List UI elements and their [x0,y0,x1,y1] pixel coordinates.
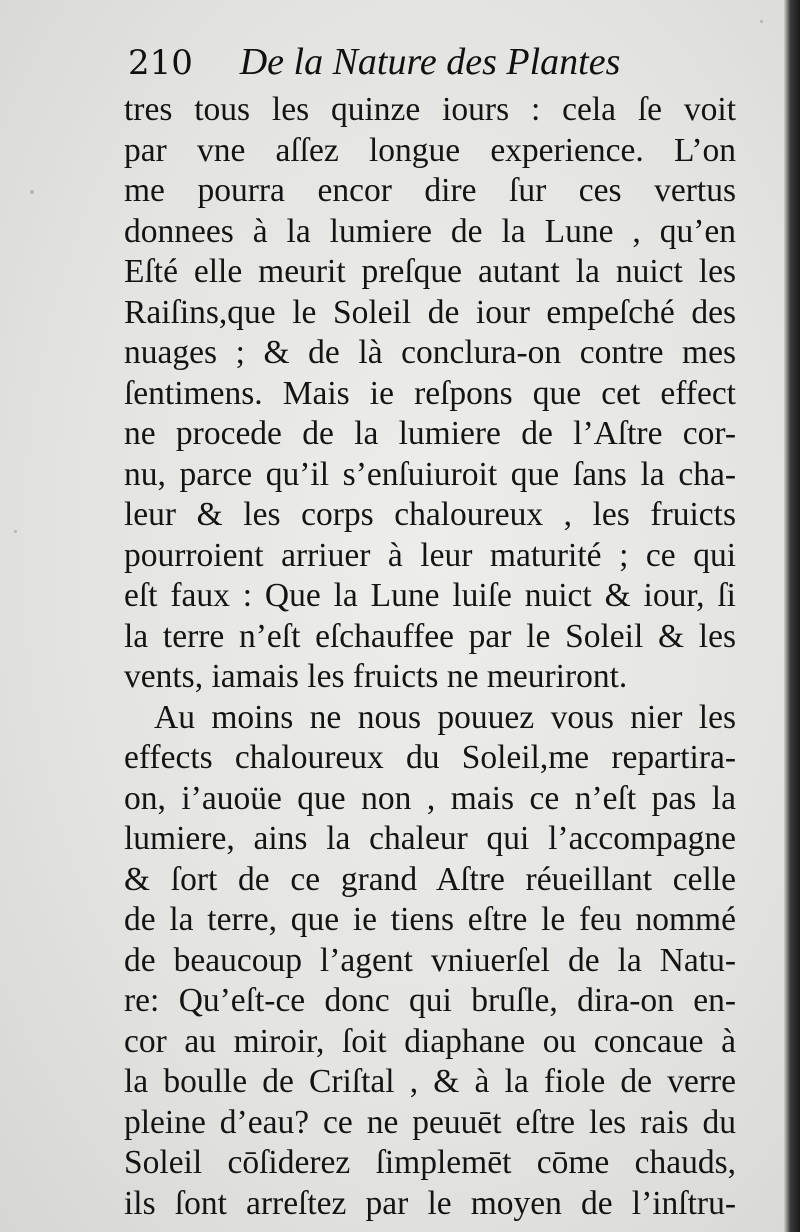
text-line: Soleil cōſiderez ſimplemēt cōme chauds, [124,1144,736,1181]
text-line: ne procede de la lumiere de l’Aſtre cor- [124,415,736,452]
text-line: tres tous les quinze iours : cela ſe voit [124,91,736,128]
text-line: par vne aſſez longue experience. L’on [124,131,736,169]
text-line: lumiere, ains la chaleur qui l’accompagne [124,820,736,857]
text-line: Eſté elle meurit preſque autant la nuict les [124,253,736,290]
page-number: 210 [128,43,193,83]
text-line: pleine d’eau? ce ne peuuēt eſtre les rais du [124,1103,736,1141]
text-line: eſt faux : Que la Lune luiſe nuict & iour, ſi [124,577,736,614]
text-line: nu, parce qu’il s’enſuiuroit que ſans la cha- [124,455,736,493]
text-line: re: Qu’eſt-ce donc qui bruſle, dira-on en- [124,982,736,1019]
text-line: la boulle de Criſtal , & à la fiole de verre [124,1063,736,1100]
paper-speck [30,190,34,194]
text-line: vents, iamais les fruicts ne meuriront. [124,658,628,695]
paper-speck [760,20,763,23]
text-line: on, i’auoüe que non , mais ce n’eſt pas la [124,779,736,817]
running-title: De la Nature des Plantes [239,41,621,83]
text-line: cor au miroir, ſoit diaphane ou concaue à [124,1022,736,1060]
text-line: de beaucoup l’agent vniuerſel de la Natu- [124,941,736,979]
text-line: nuages ; & de là conclura-on contre mes [124,334,736,371]
page-edge-shadow [784,0,800,1232]
text-line: de la terre, que ie tiens eſtre le feu nommé [124,901,736,938]
text-line: Raiſins,que le Soleil de iour empeſché des [124,293,736,331]
text-line: pourroient arriuer à leur maturité ; ce qui [124,536,736,574]
paragraph-start-line: Au moins ne nous pouuez vous nier les [154,698,736,736]
text-line: ils ſont arreſtez par le moyen de l’inſtru- [124,1184,736,1222]
text-line: effects chaloureux du Soleil,me repartira- [124,739,736,776]
body-text [124,90,736,1224]
text-line: la terre n’eſt eſchauffee par le Soleil & les [124,617,736,655]
text-line: & ſort de ce grand Aſtre réueillant celle [124,860,736,898]
text-line: leur & les corps chaloureux , les fruicts [124,496,736,533]
text-line: me pourra encor dire ſur ces vertus [124,172,736,209]
text-line: ſentimens. Mais ie reſpons que cet effect [124,374,736,412]
text-line: donnees à la lumiere de la Lune , qu’en [124,212,736,250]
paper-speck [14,530,17,533]
page-header [128,40,728,92]
